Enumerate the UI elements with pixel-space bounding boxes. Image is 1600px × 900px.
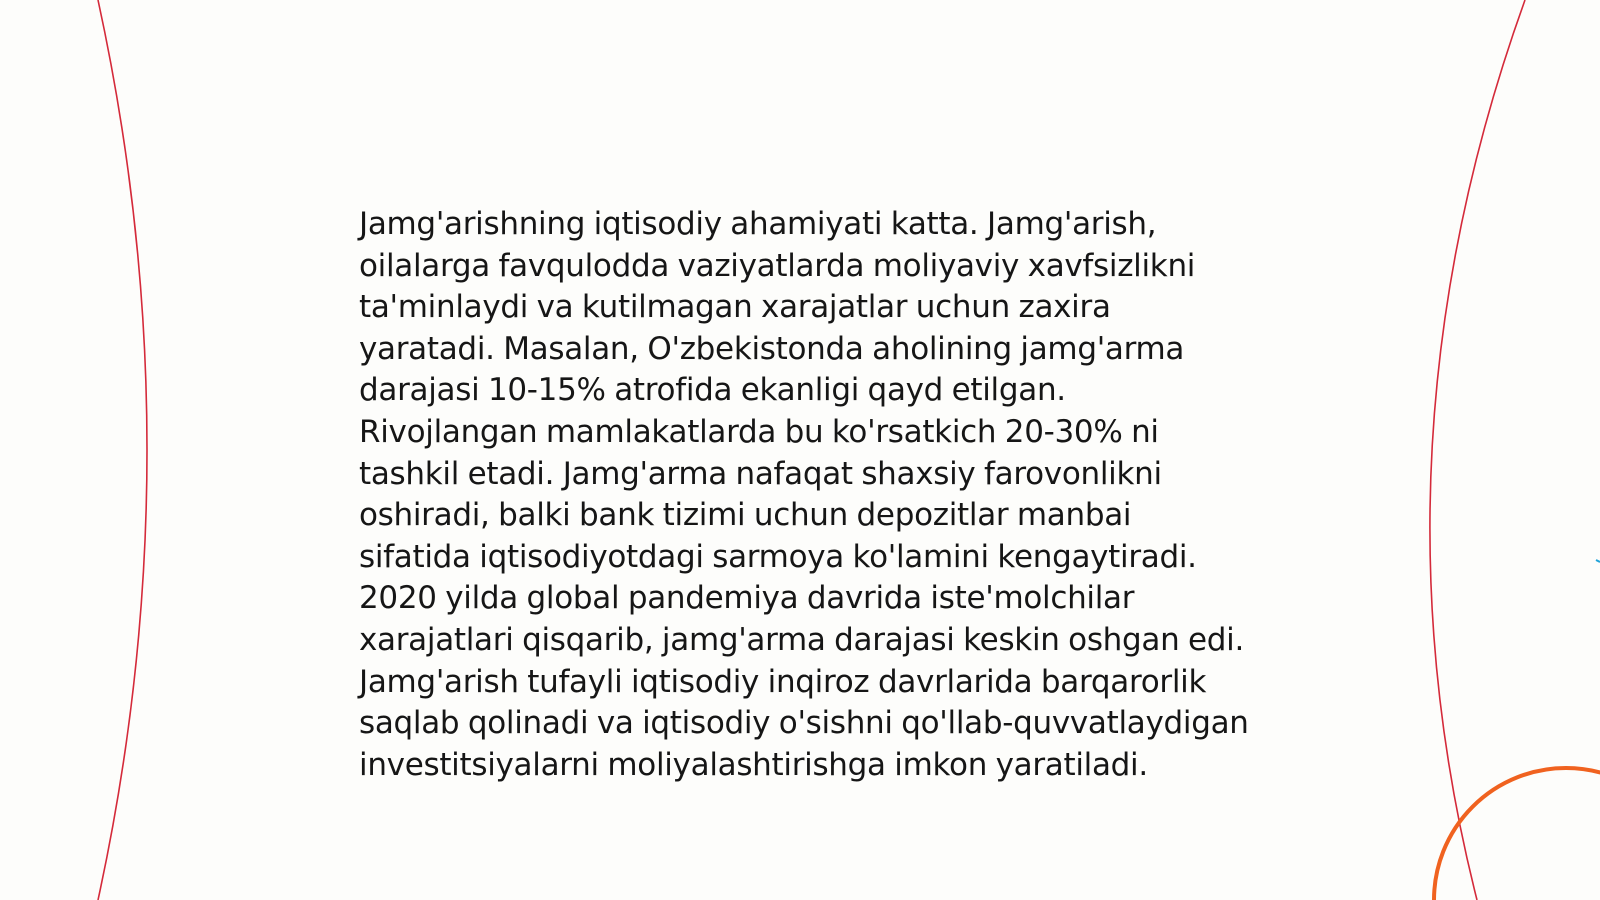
right-curve-line — [1430, 0, 1525, 900]
slide-body-text: Jamg'arishning iqtisodiy ahamiyati katta. Jamg'arish, oilalarga favqulodda vaziyatlarda moliyaviy xavfsizlikni ta'minlaydi va kutilmagan xarajatlar uchun zaxira yaratadi. Masalan, O'zbekistonda aholining jamg'arma darajasi 10-15% atrofida ekanligi qayd etilgan. Rivojlangan mamlakatlarda bu ko'rsatkich 20-30% ni tashkil etadi. Jamg'arma nafaqat shaxsiy farovonlikni oshiradi, balki bank tizimi uchun depozitlar manbai sifatida iqtisodiyotdagi sarmoya ko'lamini kengaytiradi. 2020 yilda global pandemiya davrida iste'molchilar xarajatlari qisqarib, jamg'arma darajasi keskin oshgan edi. Jamg'arish tufayli iqtisodiy inqiroz davrlarida barqarorlik saqlab qolinadi va iqtisodiy o'sishni qo'llab-quvvatlaydigan investitsiyalarni moliyalashtirishga imkon yaratiladi. — [359, 206, 1249, 783]
left-curve-line — [98, 0, 147, 900]
orange-arc-icon — [1434, 768, 1600, 900]
blue-edge-mark — [1596, 560, 1600, 562]
